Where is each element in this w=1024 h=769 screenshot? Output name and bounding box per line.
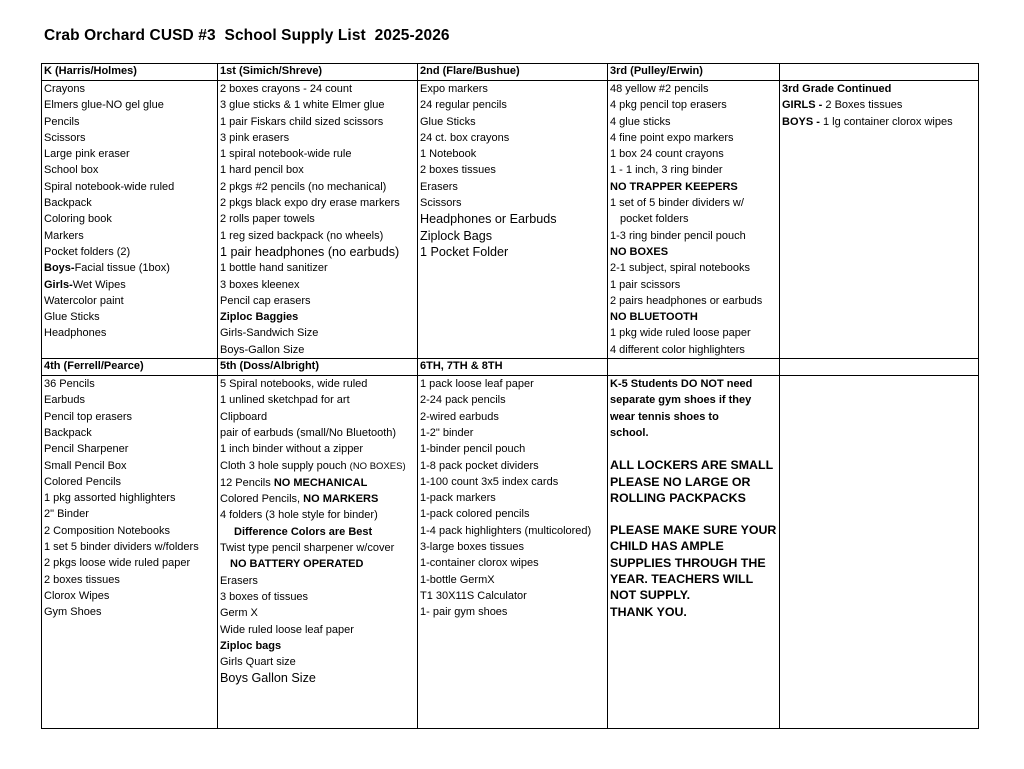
list-item: Ziploc Baggies bbox=[220, 311, 299, 324]
list-item: 24 ct. box crayons bbox=[420, 131, 510, 144]
list-item: Scissors bbox=[420, 197, 462, 210]
list-item: 1 pkg assorted highlighters bbox=[44, 492, 176, 505]
supplies-note-line: YEAR. TEACHERS WILL bbox=[610, 572, 754, 587]
list-item: 1 pkg wide ruled loose paper bbox=[610, 327, 751, 340]
gym-note-line: wear tennis shoes to bbox=[610, 410, 719, 423]
first-list bbox=[218, 81, 418, 359]
list-item: 1-bottle GermX bbox=[420, 573, 495, 586]
content-row-top bbox=[42, 81, 979, 359]
list-item: Headphones or Earbuds bbox=[420, 212, 557, 227]
list-item: Glue Sticks bbox=[420, 115, 476, 128]
list-item bbox=[782, 114, 976, 130]
list-item: Wide ruled loose leaf paper bbox=[220, 623, 354, 636]
list-item: Girls-Sandwich Size bbox=[220, 327, 319, 340]
list-item: 3 pink erasers bbox=[220, 131, 290, 144]
list-item: 1 bottle hand sanitizer bbox=[220, 262, 328, 275]
spacer bbox=[610, 506, 777, 522]
list-item: Clorox Wipes bbox=[44, 589, 110, 602]
header-5th: 5th (Doss/Albright) bbox=[218, 359, 418, 376]
girls-label: Girls- bbox=[44, 278, 73, 291]
list-item: Large pink eraser bbox=[44, 148, 130, 161]
supplies-note-line: CHILD HAS AMPLE bbox=[610, 539, 724, 554]
boys-item: Facial tissue (1box) bbox=[74, 262, 170, 275]
supplies-note-line: SUPPLIES THROUGH THE bbox=[610, 555, 766, 570]
colored-text: Colored Pencils, bbox=[220, 493, 304, 506]
list-item: Pencil cap erasers bbox=[220, 294, 311, 307]
list-item: 4 pkg pencil top erasers bbox=[610, 99, 727, 112]
notes-cell bbox=[608, 376, 780, 729]
supplies-note-line: THANK YOU. bbox=[610, 604, 687, 619]
locker-note-line: PLEASE NO LARGE OR bbox=[610, 474, 751, 489]
list-item: Boys Gallon Size bbox=[220, 671, 316, 686]
locker-note-line: ROLLING PACKPACKS bbox=[610, 490, 746, 505]
list-item: 1 Pocket Folder bbox=[420, 244, 509, 259]
list-item: School box bbox=[44, 164, 99, 177]
pencils-text: 12 Pencils bbox=[220, 476, 274, 489]
list-item: Earbuds bbox=[44, 394, 85, 407]
colored-note: NO MARKERS bbox=[303, 493, 379, 506]
list-item: 1-4 pack highlighters (multicolored) bbox=[420, 524, 592, 537]
list-item: pocket folders bbox=[620, 213, 689, 226]
list-item: Pencil top erasers bbox=[44, 410, 133, 423]
list-item: 1- pair gym shoes bbox=[420, 606, 508, 619]
list-item: Pencils bbox=[44, 115, 80, 128]
list-item: 2-24 pack pencils bbox=[420, 394, 506, 407]
list-item: Backpack bbox=[44, 197, 92, 210]
boys-label: Boys- bbox=[44, 262, 75, 275]
list-item: Small Pencil Box bbox=[44, 459, 127, 472]
header-6th-8th: 6TH, 7TH & 8TH bbox=[418, 359, 608, 376]
list-item: Colored Pencils bbox=[44, 475, 122, 488]
header-4th: 4th (Ferrell/Pearce) bbox=[42, 359, 218, 376]
list-item: T1 30X11S Calculator bbox=[420, 589, 527, 602]
girls-item: Wet Wipes bbox=[72, 278, 126, 291]
blank-cell bbox=[780, 376, 979, 729]
list-item: 4 different color highlighters bbox=[610, 343, 745, 356]
pencils-note: NO MECHANICAL bbox=[273, 476, 368, 489]
list-item: 1 pack loose leaf paper bbox=[420, 378, 534, 391]
list-item: Clipboard bbox=[220, 410, 268, 423]
list-item: 1 unlined sketchpad for art bbox=[220, 394, 350, 407]
k-list bbox=[42, 81, 218, 359]
header-2nd: 2nd (Flare/Bushue) bbox=[418, 64, 608, 81]
list-item: 1 Notebook bbox=[420, 148, 477, 161]
third-continued-heading: 3rd Grade Continued bbox=[782, 83, 892, 95]
list-item: Coloring book bbox=[44, 213, 112, 226]
list-item bbox=[44, 277, 215, 293]
header-k: K (Harris/Holmes) bbox=[42, 64, 218, 81]
list-item: Backpack bbox=[44, 426, 92, 439]
fifth-list bbox=[218, 376, 418, 729]
list-item: 3 boxes of tissues bbox=[220, 590, 309, 603]
gym-note-line: K-5 Students DO NOT need bbox=[610, 378, 753, 391]
list-item: Twist type pencil sharpener w/cover bbox=[220, 542, 395, 555]
pouch-note: (NO BOXES) bbox=[349, 460, 406, 472]
list-item: 2-wired earbuds bbox=[420, 410, 499, 423]
header-row-bottom bbox=[42, 359, 979, 376]
list-item: Crayons bbox=[44, 83, 85, 95]
content-row-bottom bbox=[42, 376, 979, 729]
list-item: 2 pairs headphones or earbuds bbox=[610, 294, 763, 307]
list-item: Difference Colors are Best bbox=[234, 525, 373, 538]
list-item: 2 pkgs #2 pencils (no mechanical) bbox=[220, 180, 387, 193]
sixth-list bbox=[418, 376, 608, 729]
list-item: Erasers bbox=[420, 180, 458, 193]
boys-item: 1 lg container clorox wipes bbox=[822, 115, 953, 128]
pouch-text: Cloth 3 hole supply pouch bbox=[220, 459, 350, 472]
third-list bbox=[608, 81, 780, 359]
list-item: 1 spiral notebook-wide rule bbox=[220, 148, 352, 161]
list-item: 48 yellow #2 pencils bbox=[610, 83, 709, 95]
list-item: Headphones bbox=[44, 327, 107, 340]
header-row-top bbox=[42, 64, 979, 81]
list-item: Boys-Gallon Size bbox=[220, 343, 305, 356]
list-item: 3 glue sticks & 1 white Elmer glue bbox=[220, 99, 385, 112]
list-item: 1 pair headphones (no earbuds) bbox=[220, 244, 400, 259]
list-item: 4 glue sticks bbox=[610, 115, 671, 128]
list-item: Watercolor paint bbox=[44, 294, 124, 307]
list-item: Spiral notebook-wide ruled bbox=[44, 180, 175, 193]
list-item: 1-3 ring binder pencil pouch bbox=[610, 229, 746, 242]
list-item bbox=[44, 260, 215, 276]
list-item: 24 regular pencils bbox=[420, 99, 507, 112]
list-item: Markers bbox=[44, 229, 84, 242]
list-item: Pocket folders (2) bbox=[44, 245, 131, 258]
list-item: Elmers glue-NO gel glue bbox=[44, 99, 164, 112]
list-item: NO BATTERY OPERATED bbox=[230, 558, 364, 571]
list-item: Pencil Sharpener bbox=[44, 443, 129, 456]
list-item: 2 boxes tissues bbox=[420, 164, 496, 177]
list-item: 2-1 subject, spiral notebooks bbox=[610, 262, 751, 275]
list-item: 1-pack colored pencils bbox=[420, 508, 530, 521]
gym-note-line: school. bbox=[610, 426, 649, 439]
header-blank-bottom bbox=[780, 359, 979, 376]
header-1st: 1st (Simich/Shreve) bbox=[218, 64, 418, 81]
locker-note-line: ALL LOCKERS ARE SMALL bbox=[610, 458, 774, 473]
list-item: Scissors bbox=[44, 131, 86, 144]
list-item: 1 set of 5 binder dividers w/ bbox=[610, 197, 744, 210]
third-continued bbox=[780, 81, 979, 359]
list-item: NO TRAPPER KEEPERS bbox=[610, 180, 738, 193]
supplies-note-line: PLEASE MAKE SURE YOUR bbox=[610, 523, 777, 538]
page-title: Crab Orchard CUSD #3 School Supply List 2025-2026 bbox=[44, 27, 450, 44]
list-item: Gym Shoes bbox=[44, 606, 102, 619]
list-item: Glue Sticks bbox=[44, 311, 100, 324]
list-item: 3 boxes kleenex bbox=[220, 278, 300, 291]
list-item: 1-100 count 3x5 index cards bbox=[420, 475, 559, 488]
girls-item: 2 Boxes tissues bbox=[825, 99, 903, 112]
list-item: 1-2" binder bbox=[420, 426, 474, 439]
list-item: Erasers bbox=[220, 574, 258, 587]
list-item: 1-binder pencil pouch bbox=[420, 443, 526, 456]
list-item: 5 Spiral notebooks, wide ruled bbox=[220, 378, 368, 391]
list-item: 1-pack markers bbox=[420, 492, 496, 505]
list-item: Ziploc bags bbox=[220, 639, 282, 652]
fourth-list bbox=[42, 376, 218, 729]
list-item: Germ X bbox=[220, 607, 258, 620]
header-blank-top bbox=[780, 64, 979, 81]
list-item: 2 rolls paper towels bbox=[220, 213, 315, 226]
list-item bbox=[220, 458, 415, 475]
list-item: 4 fine point expo markers bbox=[610, 131, 734, 144]
list-item: 1 box 24 count crayons bbox=[610, 148, 724, 161]
list-item bbox=[220, 475, 415, 491]
supply-table bbox=[41, 63, 979, 729]
list-item: 36 Pencils bbox=[44, 378, 95, 391]
list-item: 2 pkgs loose wide ruled paper bbox=[44, 557, 191, 570]
list-item: 1 reg sized backpack (no wheels) bbox=[220, 229, 384, 242]
list-item: NO BLUETOOTH bbox=[610, 311, 698, 324]
list-item: 1 - 1 inch, 3 ring binder bbox=[610, 164, 723, 177]
list-item: 1 inch binder without a zipper bbox=[220, 443, 364, 456]
list-item: 1 hard pencil box bbox=[220, 164, 304, 177]
list-item: 1 set 5 binder dividers w/folders bbox=[44, 541, 199, 554]
list-item: 1 pair scissors bbox=[610, 278, 681, 291]
header-blank-notes bbox=[608, 359, 780, 376]
spacer bbox=[610, 441, 777, 457]
list-item: 2 boxes tissues bbox=[44, 573, 120, 586]
supplies-note-line: NOT SUPPLY. bbox=[610, 588, 691, 603]
list-item: 2 Composition Notebooks bbox=[44, 524, 170, 537]
list-item: 2" Binder bbox=[44, 508, 89, 521]
header-3rd: 3rd (Pulley/Erwin) bbox=[608, 64, 780, 81]
list-item: Expo markers bbox=[420, 83, 488, 95]
list-item: 2 boxes crayons - 24 count bbox=[220, 83, 353, 95]
second-list bbox=[418, 81, 608, 359]
list-item: NO BOXES bbox=[610, 245, 669, 258]
list-item: 4 folders (3 hole style for binder) bbox=[220, 509, 378, 522]
boys-label: BOYS - bbox=[782, 115, 823, 128]
list-item: Ziplock Bags bbox=[420, 228, 493, 243]
gym-note-line: separate gym shoes if they bbox=[610, 394, 752, 407]
list-item: 1-8 pack pocket dividers bbox=[420, 459, 539, 472]
list-item: 3-large boxes tissues bbox=[420, 541, 524, 554]
list-item: pair of earbuds (small/No Bluetooth) bbox=[220, 426, 397, 439]
list-item bbox=[220, 491, 415, 507]
list-item: 1-container clorox wipes bbox=[420, 557, 539, 570]
list-item: Girls Quart size bbox=[220, 656, 296, 669]
list-item: 2 pkgs black expo dry erase markers bbox=[220, 197, 400, 210]
list-item bbox=[782, 97, 976, 113]
girls-label: GIRLS - bbox=[782, 99, 826, 112]
list-item: 1 pair Fiskars child sized scissors bbox=[220, 115, 384, 128]
